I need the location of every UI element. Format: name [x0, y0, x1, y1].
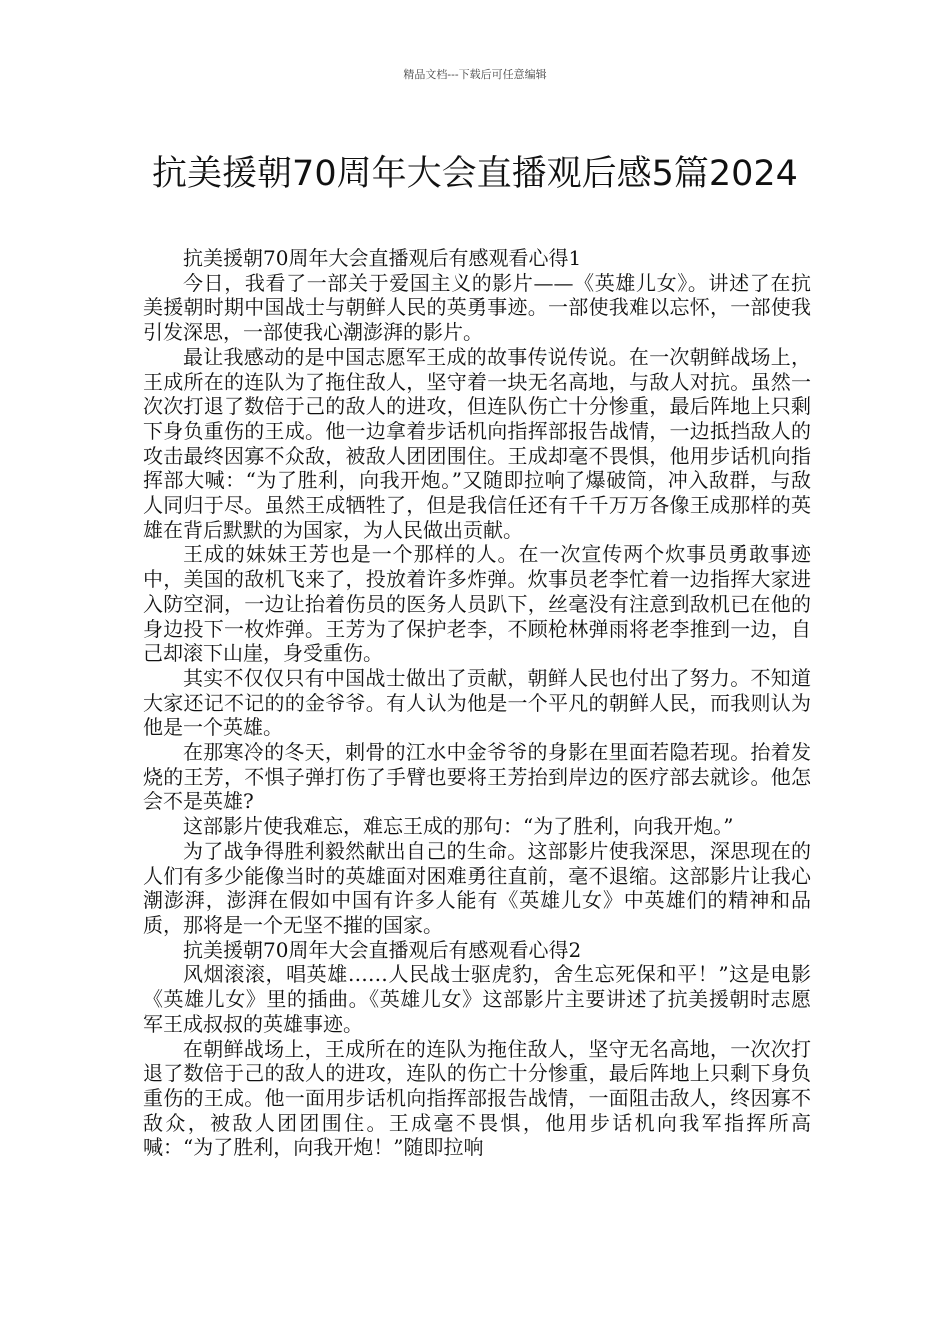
- paragraph: 为了战争得胜利毅然献出自己的生命。这部影片使我深思，深思现在的人们有多少能像当时的英雄面对困难勇往直前，毫不退缩。这部影片让我心潮澎湃，澎湃在假如中国有许多人能有《英雄儿女》中英雄们的精神和品质，那将是一个无坚不摧的国家。: [143, 838, 811, 937]
- document-body: [143, 246, 811, 1160]
- paragraph: 这部影片使我难忘，难忘王成的那句：“为了胜利，向我开炮。”: [183, 814, 734, 839]
- header-note: 精品文档---下载后可任意编辑: [403, 68, 547, 81]
- paragraph: 最让我感动的是中国志愿军王成的故事传说传说。在一次朝鲜战场上，王成所在的连队为了拖住敌人，坚守着一块无名高地，与敌人对抗。虽然一次次打退了数倍于己的敌人的进攻，但连队伤亡十分惨重，最后阵地上只剩下身负重伤的王成。他一边拿着步话机向指挥部报告战情，一边抵挡敌人的攻击最终因寡不众敌，被敌人团团围住。王成却毫不畏惧，他用步话机向指挥部大喊：“为了胜利，向我开炮。”又随即拉响了爆破筒，冲入敌群，与敌人同归于尽。虽然王成牺牲了，但是我信任还有千千万万各像王成那样的英雄在背后默默的为国家，为人民做出贡献。: [143, 344, 811, 542]
- section-heading-1: 抗美援朝70周年大会直播观后有感观看心得1: [183, 246, 582, 270]
- paragraph: 风烟滚滚，唱英雄……人民战士驱虎豹，舍生忘死保和平！”这是电影《英雄儿女》里的插曲。《英雄儿女》这部影片主要讲述了抗美援朝时志愿军王成叔叔的英雄事迹。: [143, 962, 811, 1036]
- section-heading-2: 抗美援朝70周年大会直播观后有感观看心得2: [183, 937, 582, 962]
- document-title: 抗美援朝70周年大会直播观后感5篇2024: [152, 154, 798, 195]
- paragraph: 其实不仅仅只有中国战士做出了贡献，朝鲜人民也付出了努力。不知道大家还记不记的的金爷爷。有人认为他是一个平凡的朝鲜人民，而我则认为他是一个英雄。: [143, 665, 811, 740]
- paragraph: 在那寒冷的冬天，刺骨的江水中金爷爷的身影在里面若隐若现。抬着发烧的王芳，不惧子弹打伤了手臂也要将王芳抬到岸边的医疗部去就诊。他怎会不是英雄?: [143, 740, 811, 814]
- paragraph: 王成的妹妹王芳也是一个那样的人。在一次宣传两个炊事员勇敢事迹中，美国的敌机飞来了，投放着许多炸弹。炊事员老李忙着一边指挥大家进入防空洞，一边让抬着伤员的医务人员趴下，丝毫没有注意到敌机已在他的身边投下一枚炸弹。王芳为了保护老李，不顾枪林弹雨将老李推到一边，自己却滚下山崖，身受重伤。: [143, 542, 811, 666]
- paragraph: 今日，我看了一部关于爱国主义的影片——《英雄儿女》。讲述了在抗美援朝时期中国战士与朝鲜人民的英勇事迹。一部使我难以忘怀，一部使我引发深思，一部使我心潮澎湃的影片。: [143, 270, 811, 345]
- paragraph: 在朝鲜战场上，王成所在的连队为拖住敌人，坚守无名高地，一次次打退了数倍于己的敌人的进攻，连队的伤亡十分惨重，最后阵地上只剩下身负重伤的王成。他一面用步话机向指挥部报告战情，一面阻击敌人，终因寡不敌众，被敌人团团围住。王成毫不畏惧，他用步话机向我军指挥所高喊：“为了胜利，向我开炮！”随即拉响: [143, 1036, 811, 1160]
